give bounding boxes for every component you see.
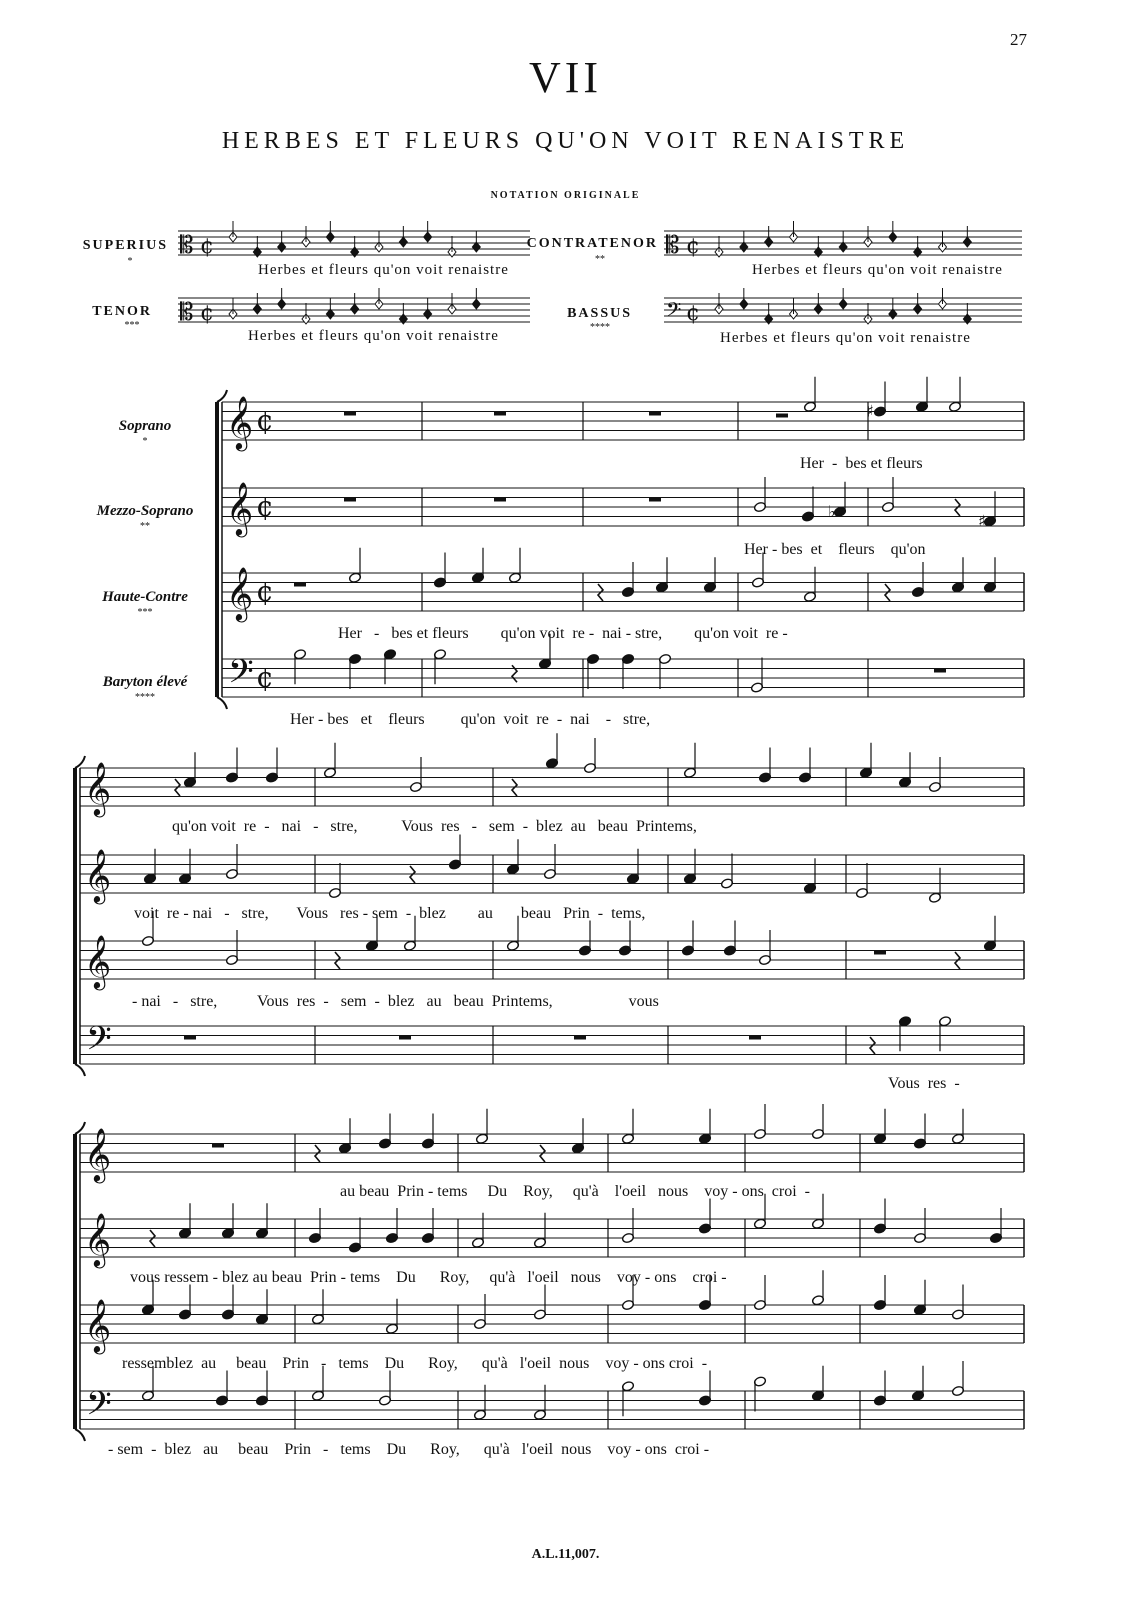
- bracket-bottom: [217, 697, 227, 709]
- sharp: ♯: [866, 401, 874, 421]
- whole-rest: [344, 498, 356, 502]
- whole-rest: [874, 951, 886, 955]
- cut-time-sign: ¢: [256, 575, 274, 608]
- superius-stars: *: [127, 256, 133, 267]
- c-clef: 𝄡: [666, 231, 680, 259]
- bracket-bottom: [75, 1064, 85, 1076]
- notation-label: NOTATION ORIGINALE: [490, 190, 641, 201]
- whole-rest: [574, 1036, 586, 1040]
- flat: ♭: [828, 501, 836, 521]
- c-clef: 𝄡: [180, 231, 194, 259]
- plate-number: A.L.11,007.: [531, 1547, 600, 1562]
- whole-rest: [494, 412, 506, 416]
- c-clef: 𝄢: [666, 298, 682, 326]
- whole-rest: [934, 669, 946, 673]
- tenor-incipit-text: Herbes et fleurs qu'on voit renaistre: [248, 328, 499, 344]
- cut-time-sign: ¢: [200, 234, 214, 259]
- voice-baryton-stars: ****: [135, 692, 155, 703]
- tenor-stars: ***: [124, 320, 140, 331]
- lyrics-s1-soprano: Her - bes et fleurs: [800, 455, 923, 472]
- superius-incipit-text: Herbes et fleurs qu'on voit renaistre: [258, 262, 509, 278]
- voice-baryton-label: Baryton élevé: [102, 674, 188, 690]
- treble-clef: 𝄞: [84, 934, 112, 988]
- treble-clef: 𝄞: [226, 395, 254, 449]
- whole-rest: [749, 1036, 761, 1040]
- lyrics-s1-hautecontre: Her - bes et fleurs qu'on voit re - nai - stre, qu'on voit re -: [338, 625, 788, 642]
- lyrics-s2-soprano: qu'on voit re - nai - stre, Vous res - sem - blez au beau Printems,: [172, 818, 697, 835]
- voice-mezzo-label: Mezzo-Soprano: [96, 503, 194, 519]
- whole-rest: [294, 583, 306, 587]
- contratenor-stars: **: [595, 254, 605, 265]
- bassus-incipit-text: Herbes et fleurs qu'on voit renaistre: [720, 330, 971, 346]
- bassus-stars: ****: [590, 322, 610, 333]
- cut-time-sign: ¢: [686, 301, 700, 326]
- lyrics-s2-mezzo: voit re - nai - stre, Vous res - sem - blez au beau Prin - tems,: [134, 905, 646, 922]
- cut-time-sign: ¢: [256, 490, 274, 523]
- bass-clef: 𝄢: [86, 1385, 112, 1431]
- contratenor-incipit-text: Herbes et fleurs qu'on voit renaistre: [752, 262, 1003, 278]
- bracket-bottom: [75, 1429, 85, 1441]
- treble-clef: 𝄞: [84, 848, 112, 902]
- voice-mezzo-stars: **: [140, 521, 150, 532]
- whole-rest: [184, 1036, 196, 1040]
- piece-number: VII: [528, 53, 603, 102]
- whole-rest: [649, 412, 661, 416]
- cut-time-sign: ¢: [200, 301, 214, 326]
- bass-clef: 𝄢: [228, 653, 254, 699]
- lyrics-s3-soprano: au beau Prin - tems Du Roy, qu'à l'oeil nous voy - ons croi -: [340, 1183, 810, 1200]
- voice-hautecontre-stars: ***: [137, 607, 153, 618]
- lyrics-s3-mezzo: vous ressem - blez au beau Prin - tems Du Roy, qu'à l'oeil nous voy - ons croi -: [130, 1269, 727, 1286]
- page-number: 27: [1010, 30, 1027, 49]
- lyrics-s3-baryton: - sem - blez au beau Prin - tems Du Roy, qu'à l'oeil nous voy - ons croi -: [108, 1441, 710, 1458]
- voice-soprano-label: Soprano: [118, 418, 172, 434]
- bass-clef: 𝄢: [86, 1020, 112, 1066]
- tenor-label: TENOR: [92, 304, 152, 319]
- treble-clef: 𝄞: [226, 566, 254, 620]
- c-clef: 𝄡: [180, 298, 194, 326]
- bassus-label: BASSUS: [567, 306, 632, 321]
- lyrics-s2-baryton: Vous res -: [888, 1075, 960, 1092]
- piece-title: HERBES ET FLEURS QU'ON VOIT RENAISTRE: [221, 128, 910, 154]
- treble-clef: 𝄞: [84, 1127, 112, 1181]
- lyrics-s1-mezzo: Her - bes et fleurs qu'on: [744, 541, 926, 558]
- cut-time-sign: ¢: [256, 404, 274, 437]
- treble-clef: 𝄞: [226, 481, 254, 535]
- whole-rest: [776, 414, 788, 418]
- treble-clef: 𝄞: [84, 1212, 112, 1266]
- lyrics-s2-hautecontre: - nai - stre, Vous res - sem - blez au beau Printems, vous: [132, 993, 659, 1010]
- whole-rest: [212, 1144, 224, 1148]
- treble-clef: 𝄞: [84, 761, 112, 815]
- sharp: ♯: [978, 511, 986, 531]
- contratenor-label: CONTRATENOR: [526, 236, 658, 251]
- treble-clef: 𝄞: [84, 1298, 112, 1352]
- lyrics-s3-hautecontre: ressemblez au beau Prin - tems Du Roy, qu'à l'oeil nous voy - ons croi -: [122, 1355, 708, 1372]
- cut-time-sign: ¢: [256, 661, 274, 694]
- whole-rest: [344, 412, 356, 416]
- voice-hautecontre-label: Haute-Contre: [102, 589, 188, 605]
- voice-soprano-stars: *: [142, 436, 148, 447]
- whole-rest: [649, 498, 661, 502]
- lyrics-s1-baryton: Her - bes et fleurs qu'on voit re - nai - stre,: [290, 711, 651, 728]
- superius-label: SUPERIUS: [82, 238, 168, 253]
- cut-time-sign: ¢: [686, 234, 700, 259]
- quarter-rest: [512, 665, 517, 682]
- whole-rest: [399, 1036, 411, 1040]
- whole-rest: [494, 498, 506, 502]
